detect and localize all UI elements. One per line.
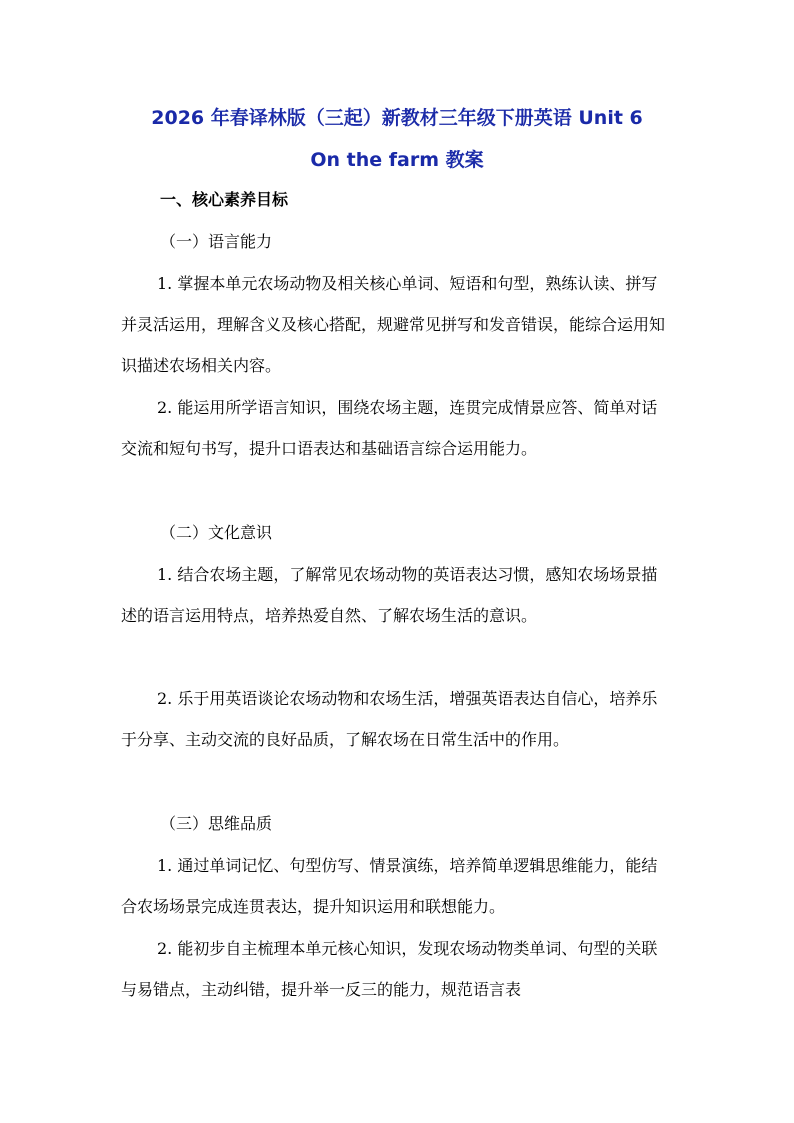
paragraph-culture-1: 1. 结合农场主题，了解常见农场动物的英语表达习惯，感知农场场景描述的语言运用特点，培养热爱自然、了解农场生活的意识。 xyxy=(121,565,658,625)
document-title-line-2: On the farm 教案 xyxy=(310,149,484,171)
paragraph-culture-2: 2. 乐于用英语谈论农场动物和农场生活，增强英语表达自信心，培养乐于分享、主动交流的良好品质，了解农场在日常生活中的作用。 xyxy=(121,689,658,749)
subheading-language-ability: （一）语言能力 xyxy=(160,232,273,251)
document-title-line-1: 2026 年春译林版（三起）新教材三年级下册英语 Unit 6 xyxy=(151,107,643,129)
paragraph-thinking-2: 2. 能初步自主梳理本单元核心知识，发现农场动物类单词、句型的关联与易错点，主动纠错，提升举一反三的能力，规范语言表 xyxy=(121,939,658,999)
subheading-thinking-quality: （三）思维品质 xyxy=(160,814,273,833)
section-heading-core-literacy: 一、核心素养目标 xyxy=(160,190,289,209)
paragraph-language-2: 2. 能运用所学语言知识，围绕农场主题，连贯完成情景应答、简单对话交流和短句书写，提升口语表达和基础语言综合运用能力。 xyxy=(121,398,658,458)
paragraph-language-1: 1. 掌握本单元农场动物及相关核心单词、短语和句型，熟练认读、拼写并灵活运用，理解含义及核心搭配，规避常见拼写和发音错误，能综合运用知识描述农场相关内容。 xyxy=(121,274,666,375)
paragraph-thinking-1: 1. 通过单词记忆、句型仿写、情景演练，培养简单逻辑思维能力，能结合农场场景完成连贯表达，提升知识运用和联想能力。 xyxy=(121,856,658,916)
subheading-cultural-awareness: （二）文化意识 xyxy=(160,523,273,542)
